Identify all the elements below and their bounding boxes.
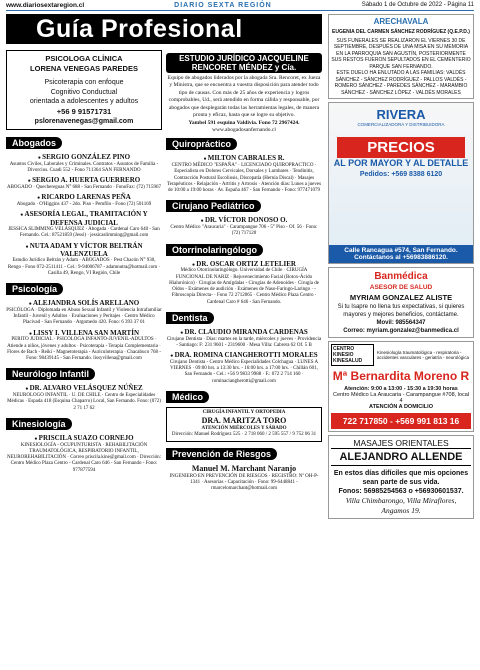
rivera-contact: Contáctanos al +56983886120. xyxy=(354,254,448,262)
estudio-juridico-ad xyxy=(166,53,322,134)
category-pediatrico: Cirujano Pediátrico xyxy=(166,200,261,212)
list-item xyxy=(6,299,162,327)
category-otorrino: Otorrinolaringólogo xyxy=(166,244,263,256)
category-riesgos: Prevención de Riesgos xyxy=(166,448,277,460)
list-item xyxy=(166,260,322,306)
page-title: Guía Profesional xyxy=(6,14,322,44)
psicologa-phone: +56 9 91571731 xyxy=(56,106,112,116)
psicologa-line1: PSICOLOGA CLÍNICA xyxy=(45,54,123,63)
rivera-promo1: PRECIOS xyxy=(337,137,465,158)
list-item xyxy=(6,153,162,174)
list-item xyxy=(166,328,322,349)
banmedica-body: Si tu Isapre no llena tus expectativas, si quieres mayores y mejores beneficios, contáctame. xyxy=(337,303,465,318)
entry-name: ● DR. VÍCTOR DONOSO O. xyxy=(166,216,322,225)
psicologa-email: pslorenavenegas@gmail.com xyxy=(34,117,134,125)
entry-details: INGENIERO EN PREVENCIÓN DE RIESGOS · REGISTRO: Nº OH-P-1341 · Asesorías - Capacitación · Fono: 99-6448841 - rmarcelomarchant@hotmail.com xyxy=(169,473,319,492)
kinesalud-ad xyxy=(328,341,474,432)
category-kinesiologia: Kinesiología xyxy=(6,418,72,430)
entry-details: Cirujano Dentista - Centro Médico Especialidades Colchagua · LUNES A VIERNES · 09:00 hrs. a 13:30 hrs. - 16:00 hrs. a 17:00 hrs. · Chillán 601, San Fernando - Cel.: +56 9 9833 9988 · F.: 072 2 714 160 · rominaciangherotti@gmail.com xyxy=(169,359,319,384)
category-abogados: Abogados xyxy=(6,137,62,149)
masajes-name: ALEJANDRO ALLENDE xyxy=(331,448,471,466)
kinesalud-phones: 722 717850 - +569 991 813 16 xyxy=(331,413,471,429)
medico-name: DRA. MARITZA TORO xyxy=(201,416,287,426)
rivera-phone: Pedidos: +569 8388 6120 xyxy=(359,171,443,179)
category-psicologia: Psicología xyxy=(6,283,63,295)
entry-name: ● RICARDO LARENAS PEÑA xyxy=(6,193,162,202)
estudio-web: www.abogadosanfernando.cl xyxy=(212,126,276,133)
list-item xyxy=(6,329,162,363)
column-3 xyxy=(328,14,474,522)
medico-title: CIRUGÍA INFANTIL Y ORTOPEDIA xyxy=(202,409,286,415)
banmedica-ad xyxy=(328,267,474,338)
list-item xyxy=(6,210,162,239)
entry-details: Centro Médico "Araucaria" · Carampangue 706 - 5° Piso - Of. 56 · Fono: (72) 717120 xyxy=(170,225,318,237)
list-item xyxy=(166,154,322,194)
banmedica-movil: Movil: 985564347 xyxy=(376,319,426,326)
entry-name: ● DR. CLAUDIO MIRANDA CARDENAS xyxy=(166,328,322,337)
kinesalud-services: Kinesiología traumatológica - respiratoria - accidentes vasculares - geriatría - neurológica xyxy=(376,350,469,361)
rivera-subtitle: COMERCIALIZADORA Y DISTRIBUIDORA xyxy=(357,122,445,128)
entry-name: ● PRISCILA SUAZO CORNEJO xyxy=(6,434,162,443)
medico-atencion: ATENCIÓN MIÉRCOLES Y SÁBADO xyxy=(201,426,287,432)
masajes-intro: En estos días difíciles que mis opciones sean parte de sus vida. xyxy=(333,470,469,487)
funeraria-thanks: ESTE DUELO HA ENLUTADO A LAS FAMILIAS: VALDÉS SÁNCHEZ - SÁNCHEZ RODRÍGUEZ - PALLOS VALDÉS - ROMERO SÁNCHEZ - PAREDES SÁNCHEZ - MARAMBIO SÁNCHEZ - SÁNCHEZ LÓPEZ - VALDÉS MORALES xyxy=(334,70,468,96)
entry-details: Cirujano Dentista · Días: martes en la tarde, miércoles y jueves · Providencia - Santiago: F: 231 9601 - 2319600 · Mesa Villa: Cabrera 62 Of. 5 B xyxy=(166,336,322,348)
psicologa-line2: LORENA VENEGAS PAREDES xyxy=(30,64,138,74)
masthead: DIARIO SEXTA REGIÓN xyxy=(174,1,272,9)
kinesalud-top xyxy=(331,344,471,366)
medico-details: Dirección: Manuel Rodríguez 525 · 2 718 060 / 2 595 557 / 9 752 06 31 xyxy=(171,432,317,438)
category-neurologo: Neurólogo Infantil xyxy=(6,368,95,380)
entry-details: NEUROLOGO INFANTIL · U. DE CHILE · Centro de Especialidades Médicas · Espada 418 (Esquina Chaparro) Local, San Fernando. Fono: (072) 2 71 17 62 xyxy=(7,393,161,411)
list-item xyxy=(6,434,162,474)
entry-name: ● ALEJANDRA SOLÍS ARELLANO xyxy=(6,299,162,308)
date-page: Sábado 1 de Octubre de 2022 - Página 11 xyxy=(361,2,474,8)
entry-details: Abogado · O'Higgins 437 - 2do. Piso - Pemfilo - Fono (72) 501169 xyxy=(16,202,152,208)
list-item xyxy=(166,216,322,237)
entry-name: ● DR. OSCAR ORTIZ LETELIER xyxy=(166,260,322,269)
medico-ad xyxy=(166,407,322,442)
rivera-address: Calle Rancagua #574, San Fernando. xyxy=(344,247,458,255)
entry-name: ● SERGIO A. HUERTA GUERRERO xyxy=(6,176,162,185)
entry-name: Manuel M. Marchant Naranjo xyxy=(191,463,297,473)
banmedica-name: MYRIAM GONZALEZ ALISTE xyxy=(349,292,453,302)
entry-details: ABOGADO · Quechereguas N° 688 - San Fernando · FonoFax: (72) 715967 xyxy=(6,185,162,191)
funeraria-ad xyxy=(328,14,474,99)
entry-name: ● MILTON CABRALES R. xyxy=(166,154,322,163)
list-item xyxy=(6,193,162,208)
psicologa-line3: Psicoterapia con enfoque xyxy=(44,79,124,87)
banmedica-email: Correo: myriam.gonzalez@banmedica.cl xyxy=(343,328,459,335)
psicologa-ad xyxy=(6,50,162,130)
page-header xyxy=(6,0,474,11)
entry-details: Estudio Jurídico Beltrán y Adam · ABOGADOS · Pest Chacón N° 930, Rengo - Fono 072-2511411 - Cel.: 9-94006787 - adamnutra@hotmail.com · Casilla 49, Rengo, VI Región, Chile xyxy=(7,258,161,276)
entry-details: CENTRO MÉDICO "ESPAÑA" · LICENCIADO QUIROPRACTICO · Especialista en Dolores Cervicales, Dorsales y Lumbares · Tendinitis, Contracción Postural Escoliosis, Discopatía (Hernia Discal) · Masajes Terapéuticos - Relajación - Artritis y Artrosis · Atención días: Lunes a jueves de 10:00 a 19:00 horas · Av. España 467 - San Fernando - Fono: 977471079 xyxy=(166,163,322,194)
entry-name: ● SERGIO GONZÁLEZ PINO xyxy=(6,153,162,162)
rivera-bar xyxy=(329,245,473,263)
entry-name: ● LISSY I. VILLENA SAN MARTÍN xyxy=(6,329,162,338)
kinesalud-hours: Atención: 9:00 a 13:00 - 15:30 a 19:30 horas xyxy=(344,386,458,393)
kinesalud-address: Centro Médico La Araucaria - Carampangue #708, local 4 xyxy=(332,392,470,405)
list-item xyxy=(166,464,322,493)
funeraria-text: SUS FUNERALES SE REALIZARON EL VIERNES 30 DE SEPTIEMBRE, DESPUÉS DE UNA MISA EN SU MEMORIA EN LA PARROQUIA SAN AGUSTÍN, POSTERIORMENTE SUS RESTOS FUERON SEPULTADOS EN EL CEMENTERIO PARQUE SAN FERNANDO. xyxy=(331,37,471,70)
estudio-label: ESTUDIO JURÍDICO JACQUELINE RENCORET MÉNDEZ y Cía. xyxy=(166,53,322,73)
kinesalud-logo: CENTRO KINESIO KINESALUD xyxy=(331,344,374,366)
psicologa-line4: Cognitivo Conductual xyxy=(50,88,118,96)
entry-details: Asuntos Civiles, Laborales y Criminales. Contratos - Asuntos de Familia - Divorcios. Cuadi 552 - Fono 711364 SAN FERNANDO xyxy=(9,161,159,174)
list-item xyxy=(6,176,162,191)
website: www.diariosextaregion.cl xyxy=(6,1,85,9)
psicologa-line5: orientada a adolescentes y adultos xyxy=(29,98,139,106)
category-dentista: Dentista xyxy=(166,312,214,324)
entry-details: Médico Otorrinolaringólogo. Universidad de Chile · CIRUGÍA FUNCIONAL DE NARIZ · Rejuvenecimiento Facial (Botox-Ácido Hialurónico) · Cirugías de Amígdalas - Cirugías de Adenoides · Cirugía de Oídos - Exámenes de audición · Exámenes de Naso-Faringo-Laringo · -Fibroscopía Directa- · Fono 72 2712065 · Centro Médico Plaza Centro · Cardenal Caro # 646 - San Fernando. xyxy=(169,268,319,305)
estudio-contact: Yambel 591 esquina Valdivia. Fono 72 2967424. xyxy=(188,119,300,126)
entry-name: ● DRA. ROMINA CIANGHEROTTI MORALES xyxy=(166,351,322,360)
masajes-ad xyxy=(328,435,474,519)
funeraria-logo: ARECHAVALA xyxy=(373,17,429,26)
entry-name: ● DR. ALVARO VELÁSQUEZ NÚÑEZ xyxy=(6,384,162,393)
entry-details: PSICÓLOGA · Diplomada en Abuso Sexual Infantil y Violencia Intrafamiliar Infantil - Juvenil y Adultos · Evaluaciones y Peritajes · Centro Médico Placivad - San Fernando · Argomedo 420. Fono: 6 393 37 01 xyxy=(6,307,162,326)
entry-name: ● NUTA ADAM Y VÍCTOR BELTRÁN VALENZUELA xyxy=(6,242,162,259)
kinesalud-name: Mª Bernardita Moreno R xyxy=(332,369,470,384)
banmedica-role: ASESOR DE SALUD xyxy=(369,283,433,291)
kinesalud-domicilio: ATENCIÓN A DOMICILIO xyxy=(369,404,433,411)
rivera-logo: RIVERA xyxy=(376,107,426,123)
list-item xyxy=(166,351,322,385)
funeraria-title: EUGENIA DEL CARMEN SÁNCHEZ RODRÍGUEZ (Q.E.P.D.) xyxy=(332,29,470,36)
banmedica-logo: Banmédica xyxy=(374,271,428,283)
estudio-intro: Equipo de abogados liderados por la abogada Sra. Rencoret, ex Jueza y Ministra, que se encuentra a vuestra disposición para atender todo tipo de causas. Con más de 25 años de experiencia y logros comprobables, Ud., será atendido en forma cálida y responsable, por abogados que desplegarán todas las herramientas legales, de manera pronta y eficaz, hasta que se logre su objetivo. xyxy=(167,75,321,119)
rivera-ad xyxy=(328,102,474,264)
masajes-phones: Fonos: 56985254563 o +56930601537. xyxy=(338,488,464,496)
category-medico: Médico xyxy=(166,391,209,403)
column-1 xyxy=(6,50,162,476)
masajes-address: Villa Chimbarongo, Villa Miraflores, Angamos 19. xyxy=(345,496,457,516)
column-2 xyxy=(166,50,322,494)
list-item xyxy=(6,242,162,278)
entry-details: JESSICA SLIMMING VELÁSQUEZ · Abogada · Cardenal Caro 640 - San Fernando. Cel.: 87521859 (Jessi) · jessicaslimming@gmail.com xyxy=(8,227,160,239)
entry-name: ● ASESORÍA LEGAL, TRAMITACIÓN Y DEFENSA JUDICIAL xyxy=(6,210,162,227)
list-item xyxy=(6,384,162,412)
rivera-promo2: AL POR MAYOR Y AL DETALLE xyxy=(333,158,469,169)
entry-details: KINESIOLOGÍA - OCUPUNTURISTA · REHABILITACIÓN TRAUMATOLÓGICA, RESPIRATORIO INFANTIL, NEUROREHABILITACIÓN · Correo priscila.kine@gmail.com · Dirección: Centro Médico Plaza Centro - Cardenal Caro 646 - San Fernando - Fono: 977877594 xyxy=(6,442,162,473)
entry-details: PERITO JUDICIAL · PSICOLOGA INFANTO-JUVENIL-ADULTOS · Atiende a niños, jóvenes y adultos · Psicoterapia - Terapia Complementaria · Flores de Bach - Reiki - Magnetoterapia - Auriculoterapia · Chacabuco 768 - Fono: 98439145 - San Fernando. lissyvillena@gmail.com xyxy=(7,337,161,362)
category-quiropractico: Quiropráctico xyxy=(166,138,237,150)
masajes-heading: MASAJES ORIENTALES xyxy=(353,438,449,449)
